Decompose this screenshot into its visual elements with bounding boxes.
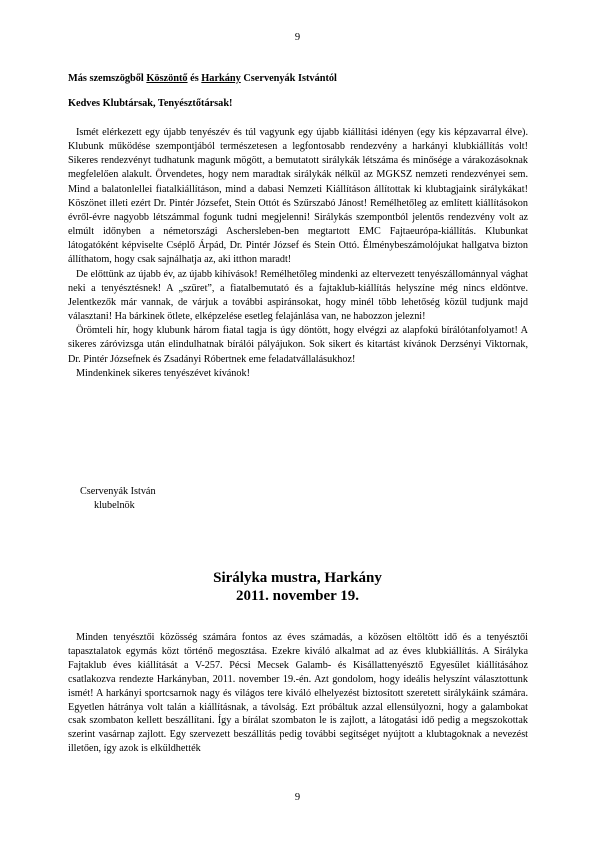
letter-body	[68, 126, 528, 381]
heading-suffix: Cservenyák Istvántól	[240, 73, 337, 84]
article-title-line1: Sirályka mustra, Harkány	[213, 570, 382, 586]
heading-prefix: Más szemszögből	[68, 73, 147, 84]
salutation: Kedves Klubtársak, Tenyésztőtársak!	[68, 98, 233, 109]
signature-block	[80, 485, 156, 513]
article-title-line2: 2011. november 19.	[235, 587, 360, 604]
heading-mid: és	[187, 73, 202, 84]
article-body	[68, 631, 528, 756]
letter-paragraph: De előttünk az újabb év, az újabb kihívások! Remélhetőleg mindenki az eltervezett tenyészállománnyal vághat neki a tenyésztésnek! A „szüret”, a fiatalbemutató és a fajtaklub-kiállítás helyszíne még nincs eldöntve. Jelentkezők már vannak, de várjuk a további aspiránsokat, hogy minél több lehetőség közül tudjunk majd választani! Ha bárkinek ötlete, elképzelése esetleg felajánlása van, ne habozzon jelezni!	[68, 268, 528, 323]
section-heading	[68, 73, 337, 84]
signature-role: klubelnök	[94, 500, 135, 511]
signature-name: Cservenyák István	[80, 486, 156, 497]
letter-paragraph: Örömteli hír, hogy klubunk három fiatal tagja is úgy döntött, hogy elvégzi az alapfokú bírálótanfolyamot! A sikeres záróvizsga után elindulhatnak bírálói pályájukon. Sok sikert és kitartást kívánok Derzsényi Viktornak, Dr. Pintér Józsefnek és Zsadányi Róbertnek eme feladatvállalásukhoz!	[68, 325, 528, 365]
heading-link-harkany[interactable]: Harkány	[201, 73, 241, 84]
letter-paragraph: Mindenkinek sikeres tenyészévet kívánok!	[76, 367, 250, 379]
page-number-top: 9	[294, 32, 301, 43]
article-paragraph: Minden tenyésztői közösség számára fontos az éves számadás, a közösen eltöltött idő és a tenyésztői tapasztalatok egymás közt történő megosztása. Ezekre kiváló alkalmat ad az éves klubkiállítás. A Sirályka Fajtaklub éves kiállítását a V-257. Pécsi Mecsek Galamb- és Kisállattenyésztő Egyesület kiállításához csatlakozva rendezte Harkányban, 2011. november 19.-én. Azt gondolom, hogy ideális helyszínt választottunk ismét! A harkányi sportcsarnok nagy és világos tere kiváló elhelyezést biztosított szeretett sirálykáink számára. Egyetlen hátránya volt talán a kiállításnak, a távolság. Ezt próbáltuk azzal ellensúlyozni, hogy a galambokat csak szombaton kellett beszállítani. Így a bírálat szombaton le is zajlott, a látogatási idő pedig a megszokottak szerint vasárnap zajlott. Egy szervezett beszállítás pedig további segítséget nyújtott a klubtagoknak a nevezést illetően, így azok is elküldhették	[68, 632, 528, 755]
page-number-bottom: 9	[294, 792, 301, 803]
article-title	[0, 570, 595, 605]
letter-paragraph: Ismét elérkezett egy újabb tenyészév és túl vagyunk egy újabb kiállítási idényen (egy kis képzavarral élve). Klubunk működése szempontjából természetesen a legfontosabb rendezvény a harkányi klubkiállítás volt! Sikeres rendezvényt tudhatunk magunk mögött, a bemutatott sirálykák létszáma és minősége a várakozásoknak megfelelően alakult. Örvendetes, hogy nem maradtak sirálykák nélkül az MGKSZ nemzeti rendezvényei sem. Mind a balatonlellei fiatalkiállításon, mind a dabasi Nemzeti Kiállításon állítottak ki klubtagjaink sirálykákat! Köszönet illeti ezért Dr. Pintér Józsefet, Stein Ottót és Szűrszabó Jánost! Remélhetőleg az említett kiállításokon évről-évre nagyobb létszámmal fogunk tudni megjelenni! Sirálykás szempontból jelentős rendezvény volt az elmúlt időnyben a németországi Aschersleben-ben megtartott EMC Fajtaeurópa-kiállítás. Klubunkat látogatóként képviselte Cséplő Árpád, Dr. Pintér József és Stein Ottó. Élménybeszámolójukat hallgatva bizton állíthatom, hogy csak sajnálhatja az, aki itthon maradt!	[68, 127, 528, 266]
heading-link-koszonto[interactable]: Köszöntő	[146, 73, 188, 84]
